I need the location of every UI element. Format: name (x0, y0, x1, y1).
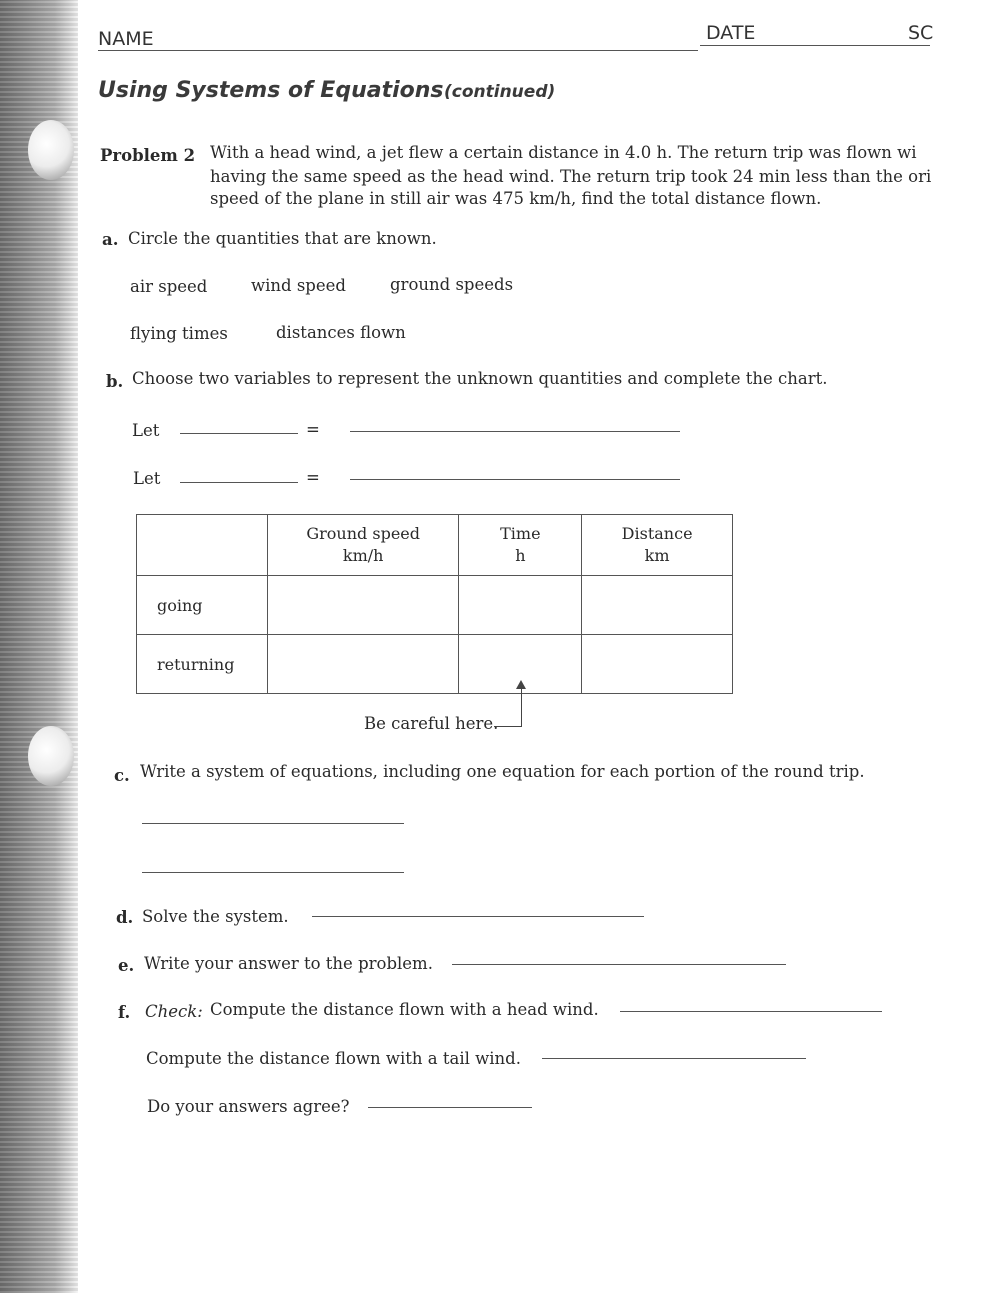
table-row-returning (137, 635, 733, 694)
variable-2-definition-blank[interactable] (350, 479, 680, 480)
part-d-letter: d. (116, 908, 134, 927)
date-label: DATE (706, 22, 756, 44)
header-time-title: Time (500, 524, 541, 543)
let-label-1: Let (132, 421, 160, 440)
cell-going-distance[interactable] (582, 576, 733, 635)
choice-ground-speeds[interactable]: ground speeds (390, 275, 514, 294)
score-label: SC (908, 22, 934, 44)
equation-1-blank[interactable] (142, 823, 404, 824)
date-line[interactable] (700, 45, 930, 46)
table-row-going (137, 576, 733, 635)
header-distance (582, 515, 733, 576)
problem-line-3: speed of the plane in still air was 475 km/h, find the total distance flown. (210, 189, 822, 208)
part-e-letter: e. (118, 956, 135, 975)
part-a-letter: a. (102, 230, 119, 249)
problem-label: Problem 2 (100, 146, 196, 165)
careful-note: Be careful here. (364, 714, 499, 733)
page-subtitle: (continued) (444, 82, 556, 102)
problem-line-2: having the same speed as the head wind. The return trip took 24 min less than the ori (210, 167, 932, 186)
choice-air-speed[interactable]: air speed (130, 277, 208, 296)
header-distance-title: Distance (621, 524, 693, 543)
part-d-prompt: Solve the system. (142, 907, 289, 926)
cell-returning-ground-speed[interactable] (267, 635, 459, 694)
page-title: Using Systems of Equations (98, 78, 444, 103)
part-a-prompt: Circle the quantities that are known. (128, 229, 437, 248)
part-e-prompt: Write your answer to the problem. (144, 954, 433, 973)
cell-going-time[interactable] (459, 576, 582, 635)
part-c-letter: c. (114, 766, 130, 785)
name-line[interactable] (98, 50, 698, 51)
choice-distances-flown[interactable]: distances flown (276, 323, 406, 342)
head-wind-distance-blank[interactable] (620, 1011, 882, 1012)
binder-hole-middle (28, 726, 74, 786)
speed-time-distance-chart (136, 514, 733, 694)
part-f-letter: f. (118, 1003, 131, 1022)
row-label-going: going (137, 576, 268, 635)
part-b-prompt: Choose two variables to represent the unknown quantities and complete the chart. (132, 369, 828, 388)
equation-2-blank[interactable] (142, 872, 404, 873)
tail-wind-distance-blank[interactable] (542, 1058, 806, 1059)
cell-going-ground-speed[interactable] (267, 576, 459, 635)
answer-blank[interactable] (452, 964, 786, 965)
row-label-returning: returning (137, 635, 268, 694)
choice-wind-speed[interactable]: wind speed (251, 276, 346, 295)
header-time-unit: h (515, 546, 526, 565)
choice-flying-times[interactable]: flying times (130, 324, 228, 343)
part-b-letter: b. (106, 372, 124, 391)
header-ground-speed-unit: km/h (342, 546, 384, 565)
let-label-2: Let (133, 469, 161, 488)
callout-line-vertical (521, 686, 522, 726)
part-f-prompt-agree: Do your answers agree? (147, 1097, 350, 1116)
variable-1-blank[interactable] (180, 433, 298, 434)
variable-2-blank[interactable] (180, 482, 298, 483)
variable-1-definition-blank[interactable] (350, 431, 680, 432)
part-f-prompt-head-wind: Compute the distance flown with a head wind. (210, 1000, 599, 1019)
agree-answer-blank[interactable] (368, 1107, 532, 1108)
header-ground-speed-title: Ground speed (306, 524, 420, 543)
header-ground-speed (267, 515, 459, 576)
name-label: NAME (98, 28, 154, 50)
page-binding-edge (0, 0, 78, 1293)
solution-blank[interactable] (312, 916, 644, 917)
equals-sign-2: = (306, 468, 320, 487)
part-c-prompt: Write a system of equations, including one equation for each portion of the round trip. (140, 762, 865, 781)
chart-corner-cell (137, 515, 268, 576)
problem-line-1: With a head wind, a jet flew a certain distance in 4.0 h. The return trip was flown wi (210, 143, 917, 162)
part-f-prompt-tail-wind: Compute the distance flown with a tail wind. (146, 1049, 521, 1068)
equals-sign-1: = (306, 420, 320, 439)
check-label: Check: (145, 1002, 203, 1021)
header-time (459, 515, 582, 576)
cell-returning-distance[interactable] (582, 635, 733, 694)
header-distance-unit: km (644, 546, 670, 565)
binder-hole-top (28, 120, 74, 180)
